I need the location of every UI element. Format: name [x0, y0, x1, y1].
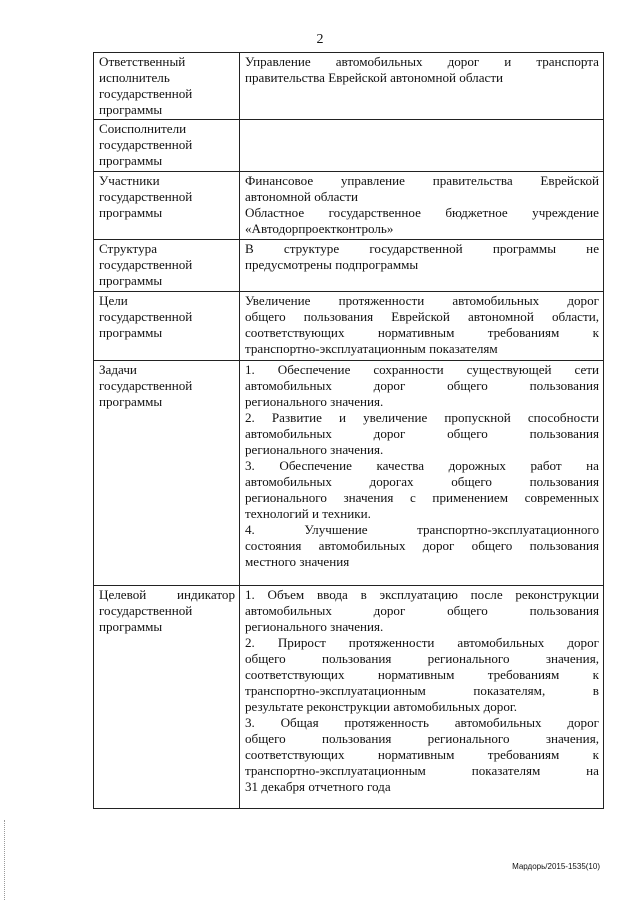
row-label [94, 240, 240, 292]
value-line: предусмотрены подпрограммы [245, 257, 419, 272]
label-line: государственной [99, 137, 193, 152]
value-line: результате реконструкции автомобильных дорог. [245, 699, 518, 714]
value-line: соответствующих нормативным требованиям к [245, 325, 599, 340]
value-line: автомобильных дорог общего пользования [245, 603, 599, 618]
table-row [94, 586, 604, 809]
value-line: транспортно-эксплуатационным показателям на [245, 763, 599, 778]
row-label [94, 53, 240, 120]
label-line: программы [99, 394, 163, 409]
value-line: 1. Обеспечение сохранности существующей сети [245, 362, 599, 377]
label-line: Участники [99, 173, 160, 188]
label-line: государственной [99, 309, 193, 324]
label-line: Структура [99, 241, 158, 256]
row-value [240, 172, 604, 240]
label-line: программы [99, 273, 163, 288]
row-label [94, 361, 240, 586]
value-line: общего пользования Еврейской автономной области, [245, 309, 599, 324]
label-line: Соисполнители [99, 121, 187, 136]
label-line: Цели [99, 293, 128, 308]
value-line: В структуре государственной программы не [245, 241, 599, 256]
value-line: Областное государственное бюджетное учреждение [245, 205, 599, 220]
table-row [94, 120, 604, 172]
value-line: 2. Развитие и увеличение пропускной способности [245, 410, 599, 425]
label-line: исполнитель [99, 70, 170, 85]
label-line: государственной [99, 603, 193, 618]
margin-marks [4, 820, 7, 900]
table-row [94, 292, 604, 361]
row-value [240, 586, 604, 809]
value-line: Увеличение протяженности автомобильных дорог [245, 293, 599, 308]
value-line: соответствующих нормативным требованиям к [245, 747, 599, 762]
page-number: 2 [316, 32, 324, 47]
label-line: программы [99, 619, 163, 634]
row-label [94, 120, 240, 172]
row-label [94, 586, 240, 809]
table-row [94, 53, 604, 120]
value-line: регионального значения. [245, 394, 384, 409]
row-label [94, 292, 240, 361]
table-body [94, 53, 604, 809]
value-line: Управление автомобильных дорог и транспорта [245, 54, 599, 69]
value-line: регионального значения. [245, 619, 384, 634]
label-line: государственной [99, 189, 193, 204]
table-row [94, 240, 604, 292]
value-line: соответствующих нормативным требованиям к [245, 667, 599, 682]
table-row [94, 361, 604, 586]
label-line: государственной [99, 86, 193, 101]
label-line: Целевой индикатор [99, 587, 235, 602]
label-line: государственной [99, 378, 193, 393]
value-line: правительства Еврейской автономной области [245, 70, 504, 85]
row-value [240, 361, 604, 586]
row-value [240, 240, 604, 292]
value-line: автомобильных дорогах общего пользования [245, 474, 599, 489]
value-line: общего пользования регионального значения, [245, 651, 599, 666]
value-line: 4. Улучшение транспортно-эксплуатационного [245, 522, 599, 537]
label-line: Задачи [99, 362, 137, 377]
value-line: состояния автомобильных дорог общего пользования [245, 538, 599, 553]
value-line: регионального значения. [245, 442, 384, 457]
label-line: государственной [99, 257, 193, 272]
row-value [240, 292, 604, 361]
label-line: программы [99, 102, 163, 117]
row-label [94, 172, 240, 240]
document-code: Мардорь/2015-1535(10) [512, 862, 600, 871]
value-line: 1. Объем ввода в эксплуатацию после реконструкции [245, 587, 599, 602]
value-line: 2. Прирост протяженности автомобильных дорог [245, 635, 599, 650]
value-line: 3. Обеспечение качества дорожных работ на [245, 458, 599, 473]
value-line: общего пользования регионального значения, [245, 731, 599, 746]
value-line: технологий и техники. [245, 506, 371, 521]
value-line: транспортно-эксплуатационным показателям [245, 341, 498, 356]
label-line: программы [99, 325, 163, 340]
value-line: автономной области [245, 189, 358, 204]
value-line: автомобильных дорог общего пользования [245, 426, 599, 441]
label-line: Ответственный [99, 54, 186, 69]
program-passport-table [93, 52, 604, 809]
row-value [240, 53, 604, 120]
value-line: «Автодорпроектконтроль» [245, 221, 394, 236]
label-line: программы [99, 153, 163, 168]
table-row [94, 172, 604, 240]
label-line: программы [99, 205, 163, 220]
value-line: регионального значения с применением современных [245, 490, 599, 505]
value-line: транспортно-эксплуатационным показателям, в [245, 683, 599, 698]
value-line: Финансовое управление правительства Еврейской [245, 173, 599, 188]
row-value [240, 120, 604, 172]
value-line: 31 декабря отчетного года [245, 779, 391, 794]
value-line: автомобильных дорог общего пользования [245, 378, 599, 393]
value-line: 3. Общая протяженность автомобильных дорог [245, 715, 599, 730]
value-line: местного значения [245, 554, 350, 569]
